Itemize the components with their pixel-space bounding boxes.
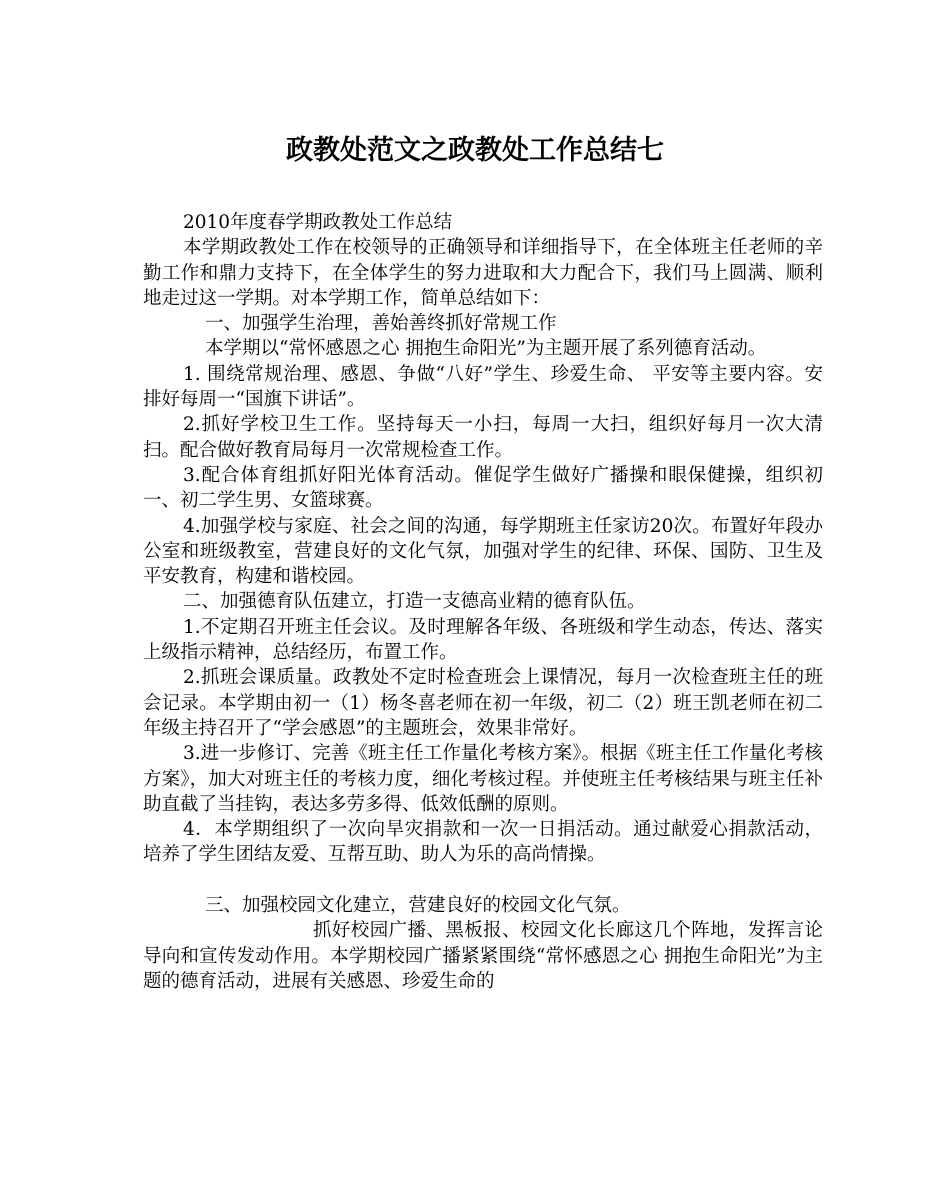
section-heading-2: 二、加强德育队伍建立，打造一支德高业精的德育队伍。 <box>183 591 646 613</box>
list-item: 2.抓班会课质量。政教处不定时检查班会上课情况，每月一次检查班主任的班会记录。本学期由初一（1）杨冬喜老师在初一年级，初二（2）班王凯老师在初二年级主持召开了“学会感恩”的主题班会，效果非常好。 <box>143 667 823 739</box>
list-item: 1. 围绕常规治理、感恩、争做“八好”学生、珍爱生命、 平安等主要内容。安排好每周一“国旗下讲话”。 <box>143 363 823 411</box>
section-heading-1: 一、加强学生治理，善始善终抓好常规工作 <box>205 313 557 335</box>
document-body <box>143 210 823 994</box>
list-item: 3.配合体育组抓好阳光体育活动。催促学生做好广播操和眼保健操，组织初一、初二学生男、女篮球赛。 <box>143 464 823 512</box>
blank-line <box>143 868 823 893</box>
list-item: 3.进一步修订、完善《班主任工作量化考核方案》。根据《班主任工作量化考核方案》，加大对班主任的考核力度，细化考核过程。并使班主任考核结果与班主任补助直截了当挂钩，表达多劳多得、低效低酬的原则。 <box>143 743 823 815</box>
paragraph-intro: 本学期政教处工作在校领导的正确领导和详细指导下，在全体班主任老师的辛勤工作和鼎力支持下，在全体学生的努力进取和大力配合下，我们马上圆满、顺利地走过这一学期。对本学期工作，简单总结如下： <box>143 237 823 309</box>
list-item: 2.抓好学校卫生工作。坚持每天一小扫，每周一大扫，组织好每月一次大清扫。配合做好教育局每月一次常规检查工作。 <box>143 414 823 461</box>
list-item: 1.不定期召开班主任会议。及时理解各年级、各班级和学生动态，传达、落实上级指示精神，总结经历，布置工作。 <box>143 616 823 664</box>
paragraph: 本学期以“常怀感恩之心 拥抱生命阳光”为主题开展了系列德育活动。 <box>205 338 767 360</box>
list-item: 4．本学期组织了一次向旱灾捐款和一次一日捐活动。通过献爱心捐款活动，培养了学生团结友爱、互帮互助、助人为乐的高尚情操。 <box>143 819 823 866</box>
paragraph: 抓好校园广播、黑板报、校园文化长廊这几个阵地，发挥言论导向和宣传发动作用。本学期校园广播紧紧围绕“常怀感恩之心 拥抱生命阳光”为主题的德育活动，进展有关感恩、珍爱生命的 <box>143 920 823 992</box>
section-heading-3: 三、加强校园文化建立，营建良好的校园文化气氛。 <box>205 895 631 917</box>
list-item: 4.加强学校与家庭、社会之间的沟通，每学期班主任家访20次。布置好年段办公室和班级教室，营建良好的文化气氛，加强对学生的纪律、环保、国防、卫生及平安教育，构建和谐校园。 <box>143 515 823 588</box>
document-title: 政教处范文之政教处工作总结七 <box>286 135 664 166</box>
paragraph-subtitle: 2010年度春学期政教处工作总结 <box>183 212 453 233</box>
